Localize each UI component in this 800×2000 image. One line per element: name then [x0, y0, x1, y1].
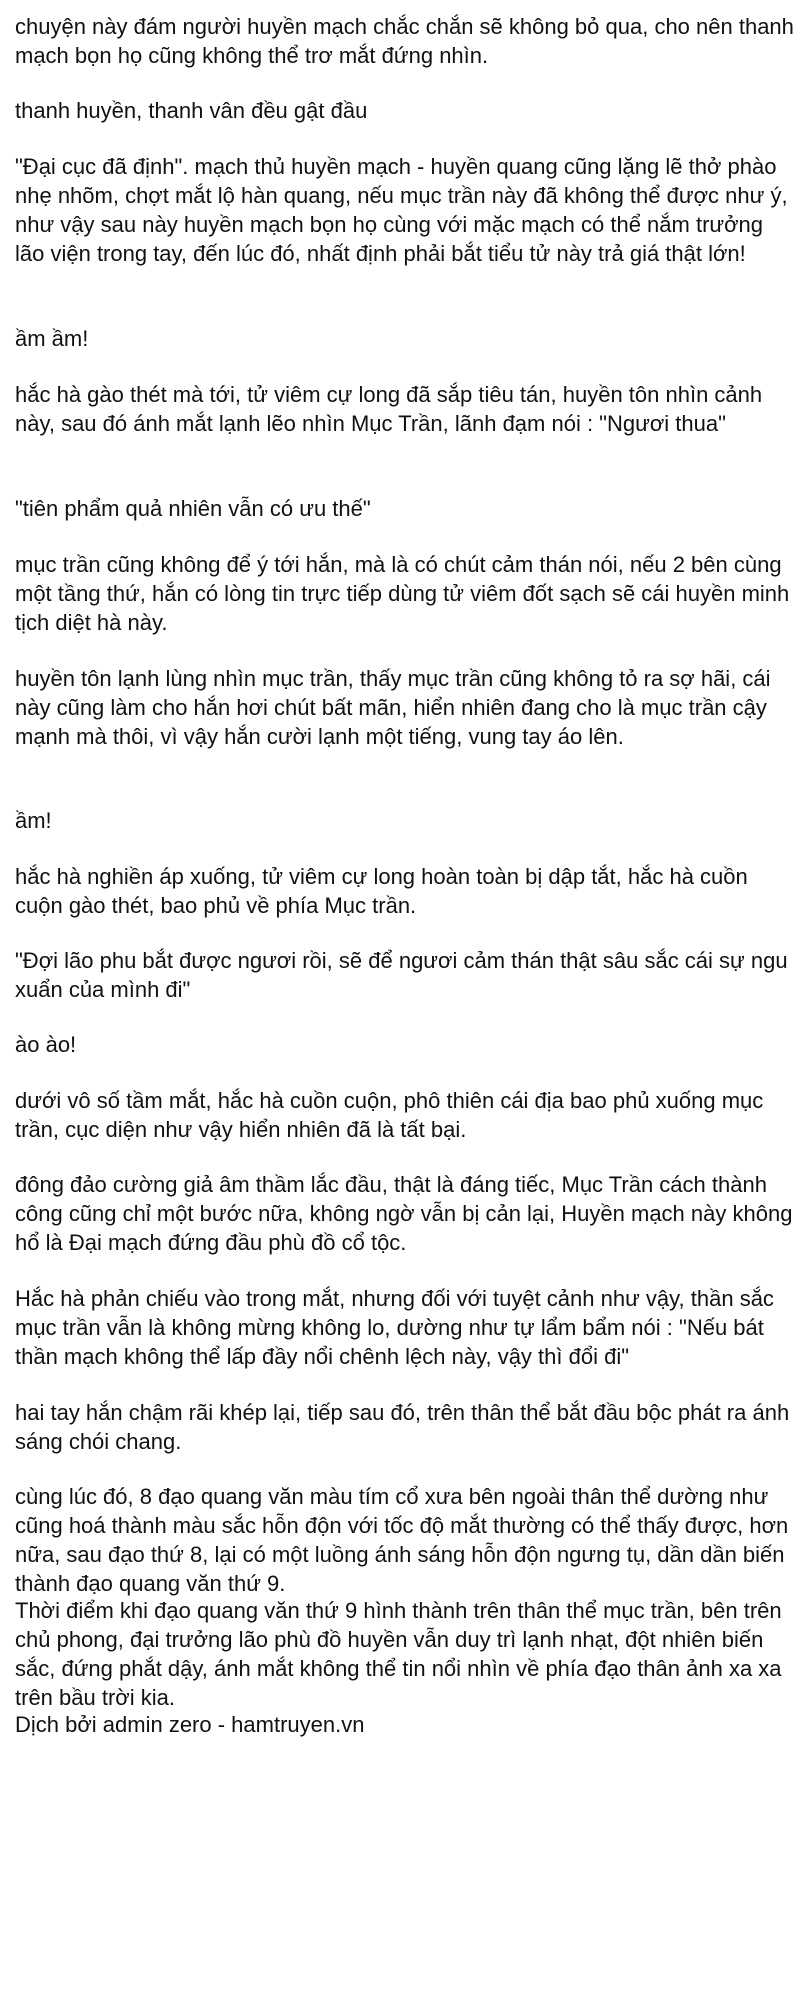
paragraph-2: thanh huyền, thanh vân đều gật đầu [15, 98, 368, 123]
paragraph-7: mục trần cũng không để ý tới hắn, mà là có chút cảm thán nói, nếu 2 bên cùng một tầng thứ, hắn có lòng tin trực tiếp dùng tử viêm đốt sạch sẽ cái huyền minh tịch diệt hà này. [15, 552, 790, 635]
paragraph-17: cùng lúc đó, 8 đạo quang văn màu tím cổ xưa bên ngoài thân thể dường như cũng hoá thành màu sắc hỗn độn với tốc độ mắt thường có thể thấy được, hơn nữa, sau đạo thứ 8, lại có một luồng ánh sáng hỗn độn ngưng tụ, dần dần biến thành đạo quang văn thứ 9. [15, 1484, 789, 1596]
paragraph-12: ào ào! [15, 1032, 77, 1057]
paragraph-4: ầm ầm! [15, 326, 89, 351]
paragraph-1: chuyện này đám người huyền mạch chắc chắn sẽ không bỏ qua, cho nên thanh mạch bọn họ cũng không thể trơ mắt đứng nhìn. [15, 14, 794, 68]
paragraph-15: Hắc hà phản chiếu vào trong mắt, nhưng đối với tuyệt cảnh như vậy, thần sắc mục trần vẫn là không mừng không lo, dường như tự lẩm bẩm nói : "Nếu bát thần mạch không thể lấp đầy nổi chênh lệch này, vậy thì đổi đi" [15, 1286, 774, 1369]
paragraph-5: hắc hà gào thét mà tới, tử viêm cự long đã sắp tiêu tán, huyền tôn nhìn cảnh này, sau đó ánh mắt lạnh lẽo nhìn Mục Trần, lãnh đạm nói : "Ngươi thua" [15, 382, 763, 436]
paragraph-13: dưới vô số tầm mắt, hắc hà cuồn cuộn, phô thiên cái địa bao phủ xuống mục trần, cục diện như vậy hiển nhiên đã là tất bại. [15, 1088, 764, 1142]
paragraph-9: ầm! [15, 808, 52, 833]
paragraph-8: huyền tôn lạnh lùng nhìn mục trần, thấy mục trần cũng không tỏ ra sợ hãi, cái này cũng làm cho hắn hơi chút bất mãn, hiển nhiên đang cho là mục trần cậy mạnh mà thôi, vì vậy hắn cười lạnh một tiếng, vung tay áo lên. [15, 666, 771, 749]
paragraph-11: "Đợi lão phu bắt được ngươi rồi, sẽ để ngươi cảm thán thật sâu sắc cái sự ngu xuẩn của mình đi" [15, 948, 788, 1002]
paragraph-3: "Đại cục đã định". mạch thủ huyền mạch - huyền quang cũng lặng lẽ thở phào nhẹ nhõm, chợt mắt lộ hàn quang, nếu mục trần này đã không thể được như ý, như vậy sau này huyền mạch bọn họ cùng với mặc mạch có thể nắm trưởng lão viện trong tay, đến lúc đó, nhất định phải bắt tiểu tử này trả giá thật lớn! [15, 154, 788, 266]
paragraph-6: "tiên phẩm quả nhiên vẫn có ưu thế" [15, 496, 371, 521]
translator-credit: Dịch bởi admin zero - hamtruyen.vn [15, 1712, 365, 1737]
paragraph-10: hắc hà nghiền áp xuống, tử viêm cự long hoàn toàn bị dập tắt, hắc hà cuồn cuộn gào thét, bao phủ về phía Mục trần. [15, 864, 748, 918]
paragraph-16: hai tay hắn chậm rãi khép lại, tiếp sau đó, trên thân thể bắt đầu bộc phát ra ánh sáng chói chang. [15, 1400, 790, 1454]
paragraph-14: đông đảo cường giả âm thầm lắc đầu, thật là đáng tiếc, Mục Trần cách thành công cũng chỉ một bước nữa, không ngờ vẫn bị cản lại, Huyền mạch này không hổ là Đại mạch đứng đầu phù đồ cổ tộc. [15, 1172, 793, 1255]
paragraph-18: Thời điểm khi đạo quang văn thứ 9 hình thành trên thân thể mục trần, bên trên chủ phong, đại trưởng lão phù đồ huyền vẫn duy trì lạnh nhạt, đột nhiên biến sắc, đứng phắt dậy, ánh mắt không thể tin nổi nhìn về phía đạo thân ảnh xa xa trên bầu trời kia. [15, 1598, 782, 1710]
